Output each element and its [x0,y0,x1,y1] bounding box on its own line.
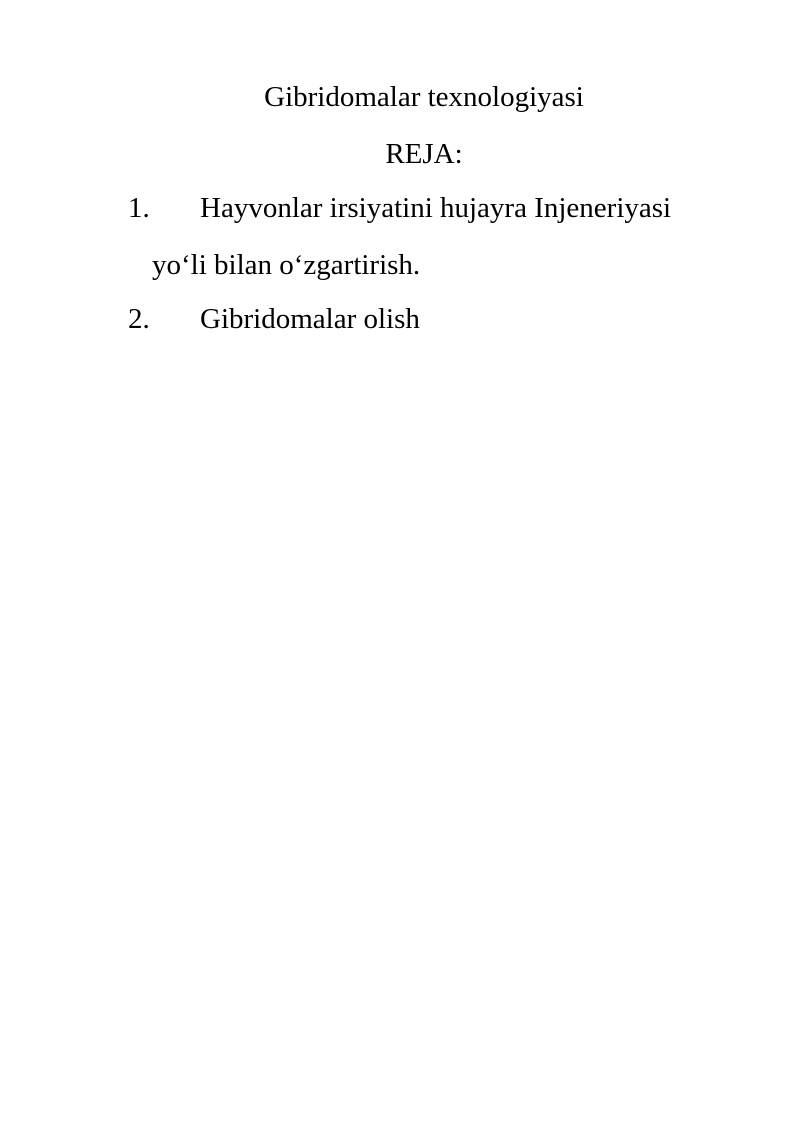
list-item-number: 1. [128,192,150,224]
plan-heading: REJA: [385,138,463,170]
document-title: Gibridomalar texnologiyasi [264,81,584,113]
list-item-text: Hayvonlar irsiyatini hujayra Injeneriyasi [200,192,672,224]
list-item-text-continuation: yo‘li bilan o‘zgartirish. [152,249,421,281]
list-item-number: 2. [128,303,150,335]
list-item-text: Gibridomalar olish [200,303,420,335]
